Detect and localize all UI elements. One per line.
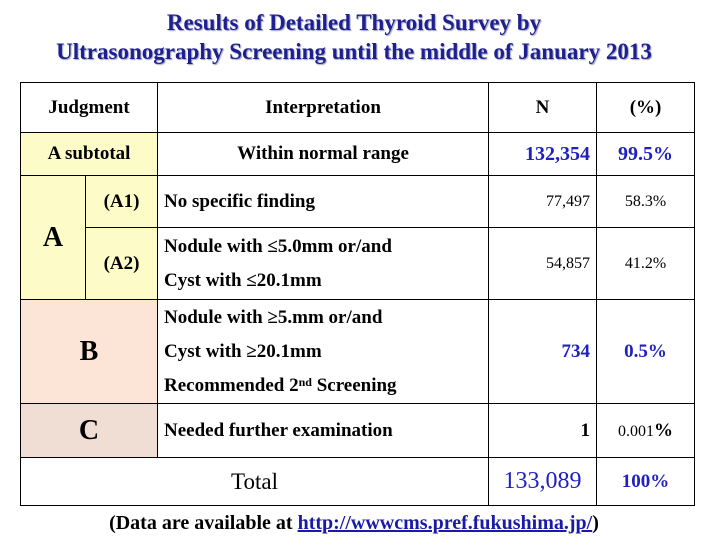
footer-note: [0, 512, 708, 535]
header-pct: (%): [597, 83, 695, 133]
source-link[interactable]: http://wwwcms.pref.fukushima.jp/: [297, 512, 593, 534]
a2-interpretation-line-1: Nodule with ≤5.0mm or/and: [164, 235, 392, 257]
c-pct-number: 0.001: [618, 422, 655, 440]
title-line-2: Ultrasonography Screening until the middle of January 2013: [56, 39, 652, 64]
b-interpretation: [158, 300, 489, 404]
a2-label: (A2): [86, 228, 158, 300]
a-judgment-label: A: [21, 176, 86, 300]
c-row: [21, 404, 695, 458]
footer-suffix: ): [592, 512, 599, 534]
b-n: 734: [489, 300, 597, 404]
a2-row: [21, 228, 695, 300]
a-subtotal-n: 132,354: [489, 133, 597, 176]
b-line3-suffix: Screening: [311, 374, 397, 396]
c-judgment-label: C: [21, 404, 158, 458]
total-pct: 100%: [597, 458, 695, 506]
a1-pct: 58.3%: [597, 176, 695, 228]
a2-pct: 41.2%: [597, 228, 695, 300]
a2-interpretation-line-2: Cyst with ≤20.1mm: [164, 269, 322, 291]
header-row: [21, 83, 695, 133]
b-pct: 0.5%: [597, 300, 695, 404]
footer-prefix: (Data are available at: [109, 512, 298, 534]
a1-interpretation: No specific finding: [158, 176, 489, 228]
a-subtotal-label: A subtotal: [21, 133, 158, 176]
a-subtotal-row: [21, 133, 695, 176]
b-line3-text: Recommended 2: [164, 374, 299, 396]
c-pct-sign: %: [654, 419, 674, 441]
header-interpretation: Interpretation: [158, 83, 489, 133]
c-n: 1: [489, 404, 597, 458]
b-line3-superscript: nd: [298, 374, 312, 389]
a2-interpretation: [158, 228, 489, 300]
header-n: N: [489, 83, 597, 133]
b-interpretation-line-1: Nodule with ≥5.mm or/and: [164, 306, 383, 328]
b-interpretation-line-3: [164, 369, 488, 403]
c-interpretation: Needed further examination: [158, 404, 489, 458]
a-subtotal-pct: 99.5%: [597, 133, 695, 176]
results-table: [20, 82, 695, 506]
b-judgment-label: B: [21, 300, 158, 404]
total-label: Total: [21, 458, 489, 506]
page-title: [0, 8, 708, 66]
title-line-1: Results of Detailed Thyroid Survey by: [166, 10, 542, 35]
a1-n: 77,497: [489, 176, 597, 228]
total-n: 133,089: [489, 458, 597, 506]
header-judgment: Judgment: [21, 83, 158, 133]
a1-label: (A1): [86, 176, 158, 228]
total-row: [21, 458, 695, 506]
b-row: [21, 300, 695, 404]
b-interpretation-line-2: Cyst with ≥20.1mm: [164, 340, 322, 362]
a2-n: 54,857: [489, 228, 597, 300]
a1-row: [21, 176, 695, 228]
c-pct: [597, 404, 695, 458]
a-subtotal-interpretation: Within normal range: [158, 133, 489, 176]
